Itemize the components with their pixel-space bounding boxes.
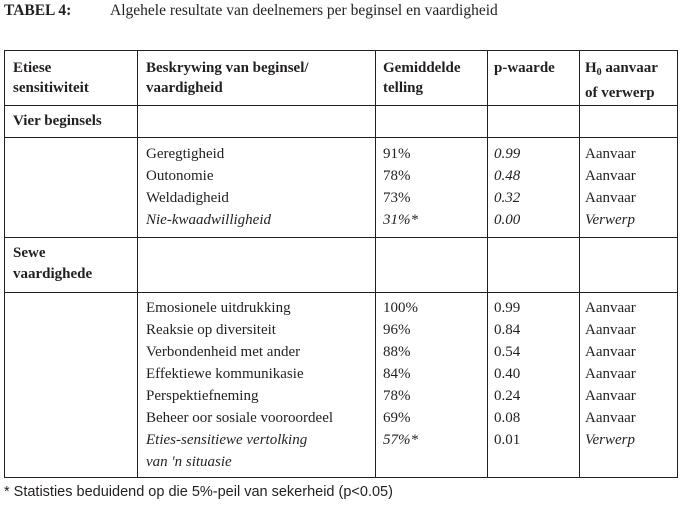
row-divider <box>5 292 677 293</box>
table-caption <box>4 2 498 20</box>
row-divider <box>5 137 677 138</box>
cell-p-value: 0.24 <box>494 388 521 404</box>
header-h0-decision <box>585 58 658 103</box>
column-divider <box>487 51 488 477</box>
cell-mean-score: 31%* <box>383 212 418 228</box>
cell-p-value: 0.48 <box>494 168 521 184</box>
cell-mean-score: 91% <box>383 146 411 162</box>
cell-description: Reaksie op diversiteit <box>146 322 276 338</box>
cell-p-value: 0.08 <box>494 410 521 426</box>
cell-mean-score: 84% <box>383 366 411 382</box>
cell-description: Emosionele uitdrukking <box>146 300 291 316</box>
cell-mean-score: 88% <box>383 344 411 360</box>
cell-p-value: 0.99 <box>494 300 521 316</box>
results-table <box>4 50 678 478</box>
cell-description: Beheer oor sosiale vooroordeel <box>146 410 334 426</box>
cell-description: Outonomie <box>146 168 214 184</box>
cell-decision: Verwerp <box>585 432 635 448</box>
header-line: Gemiddelde <box>383 60 461 76</box>
cell-mean-score: 100% <box>383 300 418 316</box>
cell-decision: Aanvaar <box>585 146 636 162</box>
column-divider <box>375 51 376 477</box>
cell-decision: Aanvaar <box>585 366 636 382</box>
row-divider <box>5 105 677 106</box>
column-divider <box>137 51 138 477</box>
cell-mean-score: 78% <box>383 168 411 184</box>
cell-mean-score: 57%* <box>383 432 418 448</box>
cell-decision: Verwerp <box>585 212 635 228</box>
cell-decision: Aanvaar <box>585 388 636 404</box>
header-line: vaardigheid <box>146 80 223 96</box>
header-line: sensitiwiteit <box>13 80 89 96</box>
section-title-line: Vier beginsels <box>13 113 102 129</box>
table-title: Algehele resultate van deelnemers per beginsel en vaardigheid <box>110 2 498 19</box>
cell-decision: Aanvaar <box>585 300 636 316</box>
cell-description: Weldadigheid <box>146 190 229 206</box>
header-accept: aanvaar <box>601 60 658 76</box>
cell-decision: Aanvaar <box>585 168 636 184</box>
footnote: * Statisties beduidend op die 5%-peil van sekerheid (p<0.05) <box>4 484 393 500</box>
cell-p-value: 0.84 <box>494 322 521 338</box>
header-description <box>146 58 309 98</box>
header-line <box>585 58 658 83</box>
column-divider <box>579 51 580 477</box>
cell-p-value: 0.54 <box>494 344 521 360</box>
cell-decision: Aanvaar <box>585 322 636 338</box>
cell-p-value: 0.40 <box>494 366 521 382</box>
header-ethical-sensitivity <box>13 58 89 98</box>
header-line: p-waarde <box>494 60 555 76</box>
row-divider <box>5 237 677 238</box>
header-mean-score <box>383 58 461 98</box>
cell-mean-score: 73% <box>383 190 411 206</box>
header-line: of verwerp <box>585 85 655 101</box>
cell-p-value: 0.00 <box>494 212 521 228</box>
cell-description-continued: van 'n situasie <box>146 454 232 470</box>
header-line: Beskrywing van beginsel/ <box>146 60 309 76</box>
section-title-line: Sewe <box>13 245 46 261</box>
cell-description: Perspektiefneming <box>146 388 259 404</box>
h-subscript: 0 <box>596 67 602 78</box>
cell-p-value: 0.99 <box>494 146 521 162</box>
section-title-line: vaardighede <box>13 266 93 282</box>
h-symbol: H <box>585 60 597 76</box>
cell-decision: Aanvaar <box>585 344 636 360</box>
cell-p-value: 0.01 <box>494 432 521 448</box>
table-label: TABEL 4: <box>4 2 72 19</box>
cell-description: Nie-kwaadwilligheid <box>146 212 271 228</box>
header-p-value <box>494 58 555 78</box>
section-title-seven-skills <box>13 243 92 285</box>
header-line: Etiese <box>13 60 52 76</box>
cell-decision: Aanvaar <box>585 410 636 426</box>
header-line: telling <box>383 80 423 96</box>
cell-p-value: 0.32 <box>494 190 521 206</box>
cell-description: Eties-sensitiewe vertolking <box>146 432 308 448</box>
cell-mean-score: 96% <box>383 322 411 338</box>
section-title-four-principles <box>13 111 102 132</box>
cell-description: Effektiewe kommunikasie <box>146 366 304 382</box>
cell-mean-score: 69% <box>383 410 411 426</box>
cell-mean-score: 78% <box>383 388 411 404</box>
cell-decision: Aanvaar <box>585 190 636 206</box>
cell-description: Verbondenheid met ander <box>146 344 301 360</box>
cell-description: Geregtigheid <box>146 146 225 162</box>
